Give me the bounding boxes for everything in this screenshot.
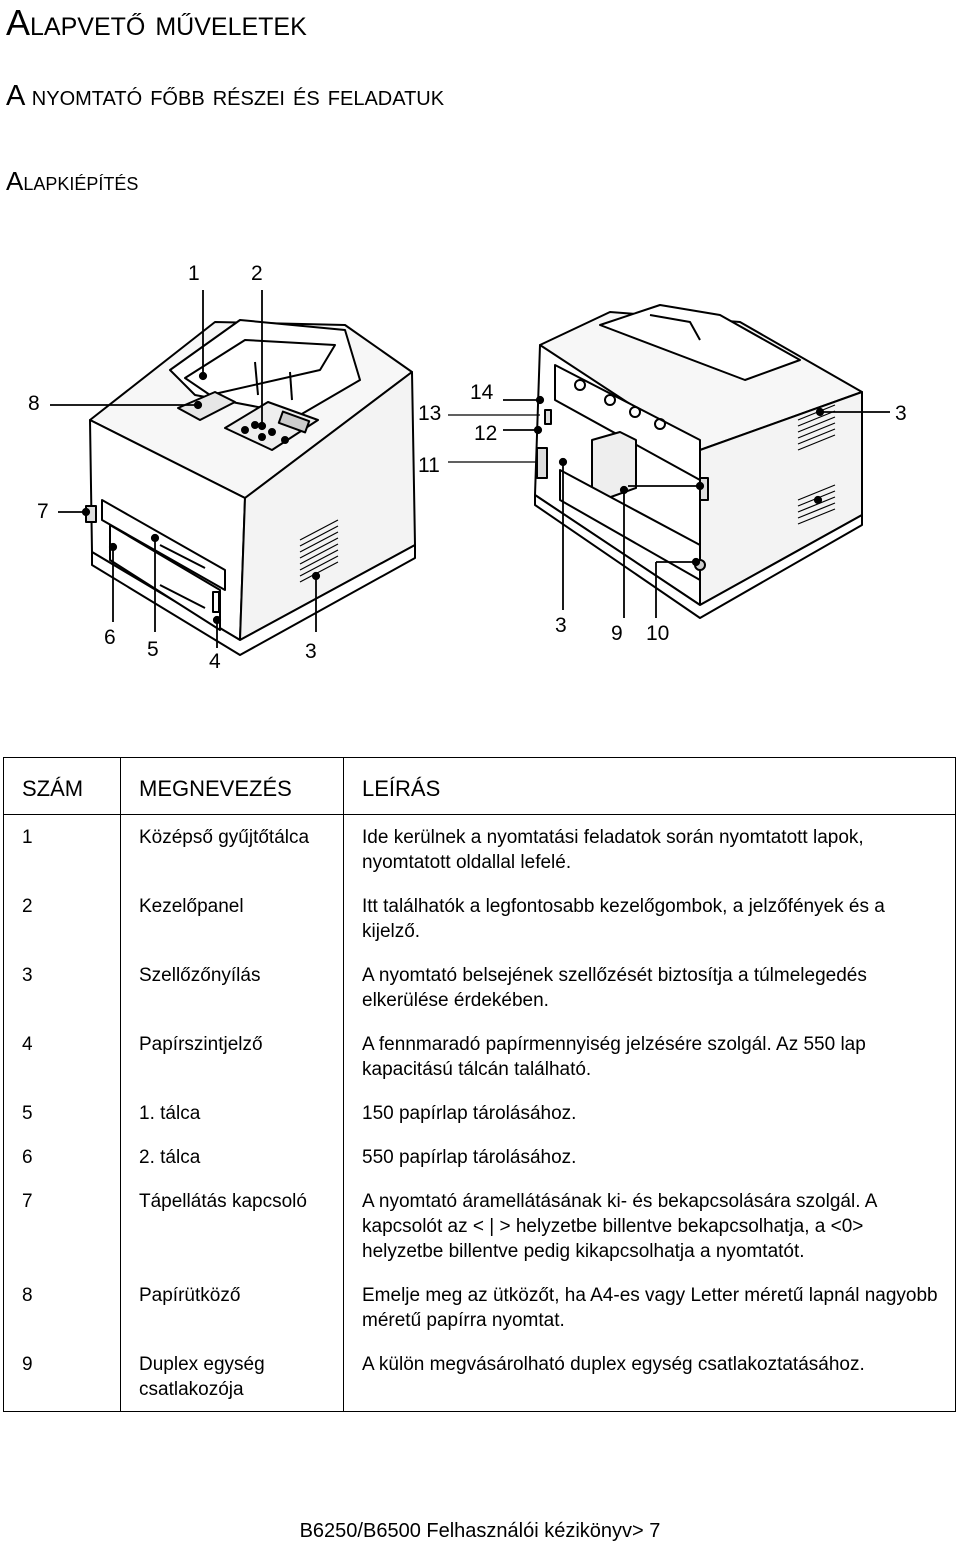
callout-label: 11 [418,454,440,477]
row-name: Középső gyűjtőtálca [121,815,344,885]
section-heading: A nyomtató főbb részei és feladatuk [6,80,445,112]
callout-label: 3 [895,402,907,425]
row-description: A nyomtató áramellátásának ki- és bekapcsolására szolgál. A kapcsolót az < | > helyzetbe billentve bekapcsolhatja, a <0> helyzetbe billentve pedig kikapcsolhatja a nyomtatót. [344,1179,956,1273]
rear-printer-drawing [535,305,862,618]
page-title: Alapvető műveletek [6,2,307,43]
row-name: Duplex egység csatlakozója [121,1342,344,1412]
table-row [4,1179,956,1273]
row-number: 8 [4,1273,121,1342]
callout-label: 5 [147,638,159,661]
table-row [4,1022,956,1091]
row-name: 2. tálca [121,1135,344,1179]
front-printer-drawing [86,320,415,655]
row-number: 6 [4,1135,121,1179]
header-number: SZÁM [4,758,121,815]
callout-label: 7 [37,500,49,523]
row-number: 4 [4,1022,121,1091]
callout-label: 4 [209,650,221,673]
callout-label: 14 [470,381,494,404]
callout-label: 12 [474,422,498,445]
callout-label: 8 [28,392,40,415]
printer-illustration [0,240,960,680]
table-row [4,1342,956,1412]
callout-label: 2 [251,262,263,285]
row-description: 550 papírlap tárolásához. [344,1135,956,1179]
callout-label: 13 [418,402,442,425]
callout-label: 10 [646,622,670,645]
row-number: 7 [4,1179,121,1273]
row-description: 150 papírlap tárolásához. [344,1091,956,1135]
row-description: Itt találhatók a legfontosabb kezelőgombok, a jelzőfények és a kijelző. [344,884,956,953]
callout-label: 3 [305,640,317,663]
row-description: A fennmaradó papírmennyiség jelzésére szolgál. Az 550 lap kapacitású tálcán található. [344,1022,956,1091]
table-row [4,884,956,953]
subsection-heading: Alapkiépítés [6,166,139,196]
header-name: MEGNEVEZÉS [121,758,344,815]
row-description: Emelje meg az ütközőt, ha A4-es vagy Letter méretű lapnál nagyobb méretű papírra nyomtat. [344,1273,956,1342]
row-number: 2 [4,884,121,953]
callout-label: 6 [104,626,116,649]
row-name: Papírütköző [121,1273,344,1342]
row-number: 3 [4,953,121,1022]
parts-table [3,757,956,1412]
table-row [4,953,956,1022]
callout-label: 1 [188,262,200,285]
table-header-row [4,758,956,815]
table-row [4,1135,956,1179]
row-name: Tápellátás kapcsoló [121,1179,344,1273]
row-number: 5 [4,1091,121,1135]
row-name: Papírszintjelző [121,1022,344,1091]
row-name: Szellőzőnyílás [121,953,344,1022]
row-name: 1. tálca [121,1091,344,1135]
table-row [4,1273,956,1342]
row-description: Ide kerülnek a nyomtatási feladatok során nyomtatott lapok, nyomtatott oldallal lefelé. [344,815,956,885]
table-row [4,1091,956,1135]
page-footer: B6250/B6500 Felhasználói kézikönyv> 7 [299,1520,661,1542]
callout-label: 9 [611,622,623,645]
callout-label: 3 [555,614,567,637]
row-name: Kezelőpanel [121,884,344,953]
row-number: 9 [4,1342,121,1412]
row-description: A nyomtató belsejének szellőzését biztosítja a túlmelegedés elkerülése érdekében. [344,953,956,1022]
header-description: LEÍRÁS [344,758,956,815]
row-number: 1 [4,815,121,885]
row-description: A külön megvásárolható duplex egység csatlakoztatásához. [344,1342,956,1412]
table-row [4,815,956,885]
